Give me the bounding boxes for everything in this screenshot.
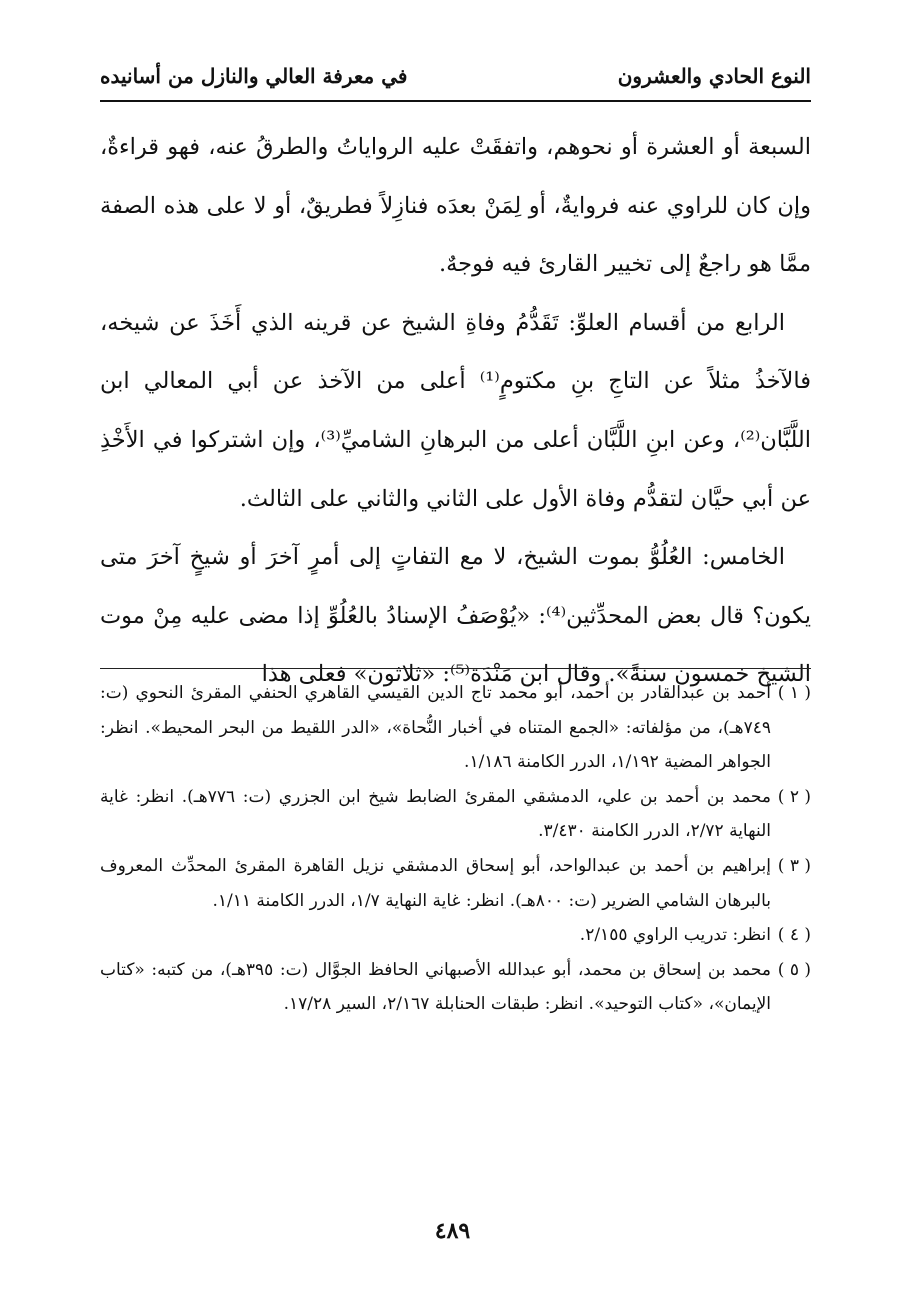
- footnote-text: أحمد بن عبدالقادر بن أحمد، أبو محمد تاج الدين القيسي القاهري الحنفي المقرئ النحوي (ت: ٧٤٩هـ)، من مؤلفاته: «الجمع المتناه في أخبار النُّحاة»، «الدر اللقيط من البحر المحيط». انظر: الجواهر المضية ١/١٩٢، الدرر الكامنة ١/١٨٦.: [100, 683, 771, 773]
- footnote-divider: [100, 668, 811, 669]
- footnote-5: [100, 953, 811, 1022]
- footnote-4: [100, 918, 811, 953]
- paragraph-3: الخامس: العُلُوُّ بموت الشيخ، لا مع التفاتٍ إلى أمرٍ آخرَ أو شيخٍ آخرَ متى يكون؟ قال بعض المحدِّثين⁽⁴⁾: «يُوْصَفُ الإسنادُ بالعُلُوِّ إذا مضى عليه مِنْ موت الشيخ خمسون سنةً». وقال ابن مَنْدَة⁽⁵⁾: «ثلاثون» فعلى هذا: [100, 544, 811, 688]
- footnote-3: [100, 849, 811, 918]
- footnote-text: انظر: تدريب الراوي ٢/١٥٥.: [579, 925, 771, 946]
- footnote-text: إبراهيم بن أحمد بن عبدالواحد، أبو إسحاق الدمشقي نزيل القاهرة المقرئ المحدِّث المعروف بالبرهان الشامي الضرير (ت: ٨٠٠هـ). انظر: غاية النهاية ١/٧، الدرر الكامنة ١/١١.: [100, 855, 771, 911]
- paragraph-1: السبعة أو العشرة أو نحوهم، واتفقَتْ عليه الرواياتُ والطرقُ عنه، فهو قراءةٌ، وإن كان للراوي عنه فروايةٌ، أو لِمَنْ بعدَه فنازِلاً فطريقٌ، أو لا على هذه الصفة ممَّا هو راجعٌ إلى تخيير القارئ فيه فوجهٌ.: [100, 134, 811, 278]
- footnote-number: ( ٢ ): [777, 786, 811, 807]
- footnote-2: [100, 780, 811, 849]
- footnote-text: محمد بن إسحاق بن محمد، أبو عبدالله الأصبهاني الحافظ الجوَّال (ت: ٣٩٥هـ)، من كتبه: «كتاب الإيمان»، «كتاب التوحيد». انظر: طبقات الحنابلة ٢/١٦٧، السير ١٧/٢٨.: [100, 959, 771, 1015]
- footnote-number: ( ١ ): [777, 683, 811, 703]
- main-text: [100, 118, 811, 704]
- footnote-number: ( ٥ ): [777, 959, 811, 980]
- footnote-number: ( ٤ ): [777, 925, 811, 946]
- footnote-1: [100, 676, 811, 780]
- footnote-text: محمد بن أحمد بن علي، الدمشقي المقرئ الضابط شيخ ابن الجزري (ت: ٧٧٦هـ). انظر: غاية النهاية ٢/٧٢، الدرر الكامنة ٣/٤٣٠.: [100, 786, 771, 842]
- chapter-title: النوع الحادي والعشرون: [617, 64, 811, 88]
- footnote-number: ( ٣ ): [777, 855, 811, 876]
- section-title: في معرفة العالي والنازل من أسانيده: [100, 64, 408, 88]
- page-number: ٤٨٩: [434, 1218, 471, 1244]
- running-header: [100, 56, 811, 96]
- footnotes: [100, 676, 811, 1022]
- header-divider: [100, 100, 811, 102]
- paragraph-2: الرابع من أقسام العلوِّ: تَقَدُّمُ وفاةِ الشيخ عن قرينه الذي أَخَذَ عن شيخه، فالآخذُ مثلاً عن التاجِ بنِ مكتومٍ⁽¹⁾ أعلى من الآخذ عن أبي المعالي ابن اللَّبَّان⁽²⁾، وعن ابنِ اللَّبَّان أعلى من البرهانِ الشاميِّ⁽³⁾، وإن اشتركوا في الأَخْذِ عن أبي حيَّان لتقدُّم وفاة الأول على الثاني والثاني على الثالث.: [100, 309, 811, 512]
